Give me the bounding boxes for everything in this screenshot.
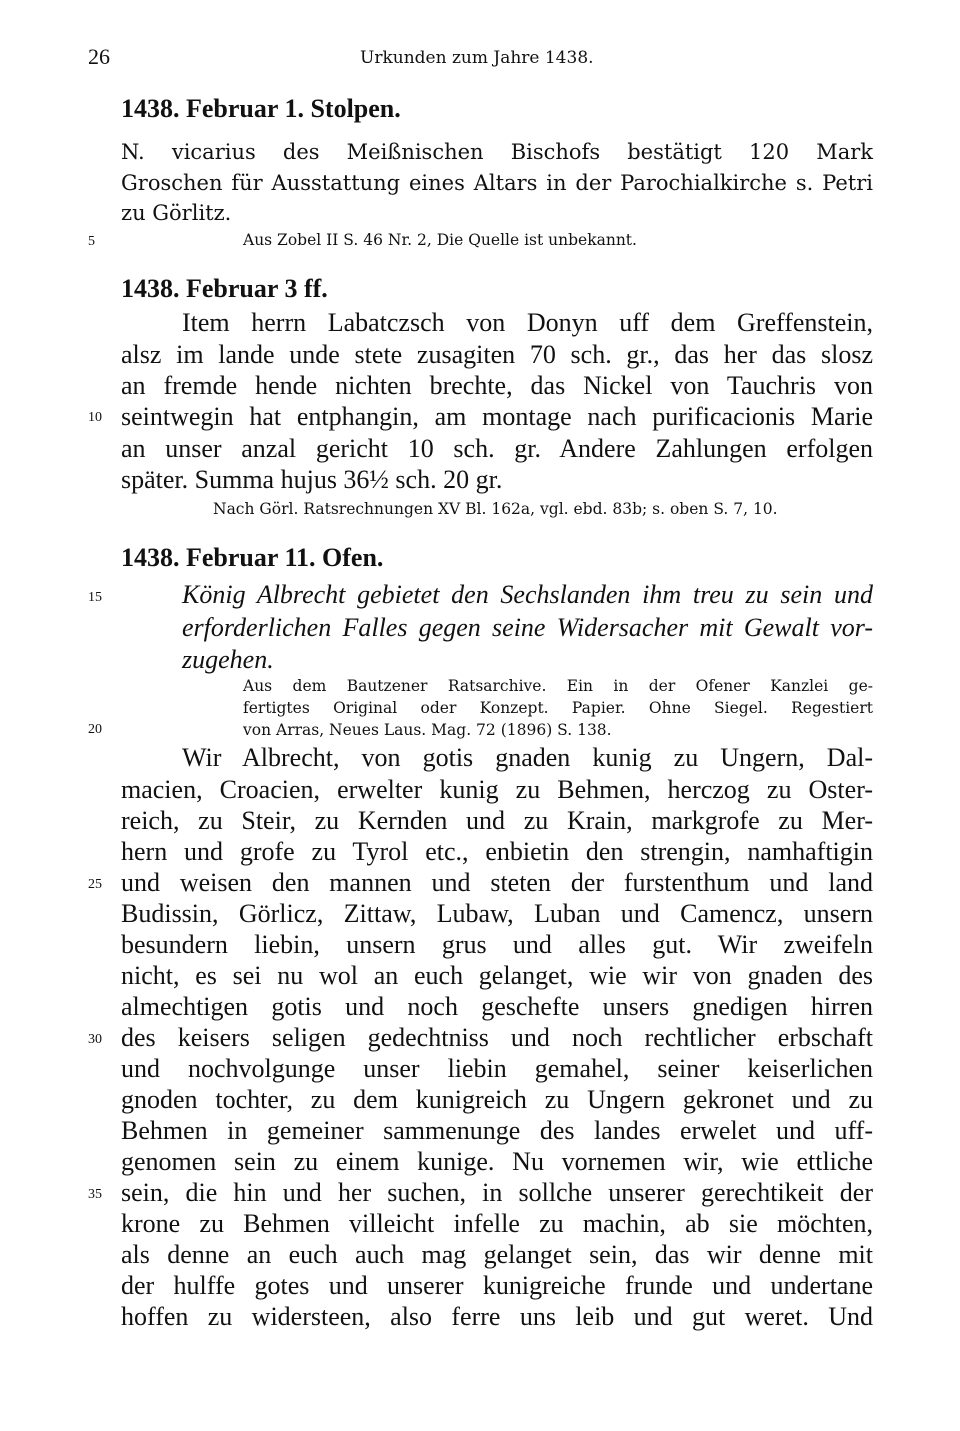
line-number: 5 bbox=[88, 234, 95, 249]
text-line: hern und grofe zu Tyrol etc., enbietin den strengin, namhaftigin bbox=[121, 837, 873, 866]
text-line: an unser anzal gericht 10 sch. gr. Andere Zahlungen erfolgen bbox=[121, 434, 873, 463]
text-line: an fremde hende nichten brechte, das Nickel von Tauchris von bbox=[121, 371, 873, 400]
text-line: Item herrn Labatczsch von Donyn uff dem Greffenstein, bbox=[182, 308, 873, 337]
line-number: 35 bbox=[88, 1187, 102, 1202]
regest-line: erforderlichen Falles gegen seine Widersacher mit Gewalt vor- bbox=[182, 613, 873, 642]
text-line: krone zu Behmen villeicht infelle zu machin, ab sie möchten, bbox=[121, 1209, 873, 1238]
text-line: der hulffe gotes und unserer kunigreiche frunde und undertane bbox=[121, 1271, 873, 1300]
text-line: und weisen den mannen und steten der furstenthum und land bbox=[121, 868, 873, 897]
regest-line: König Albrecht gebietet den Sechslanden ihm treu zu sein und bbox=[182, 580, 873, 609]
text-line: Budissin, Görlicz, Zittaw, Lubaw, Luban und Camencz, unsern bbox=[121, 899, 873, 928]
text-line: nicht, es sei nu wol an euch gelanget, wie wir von gnaden des bbox=[121, 961, 873, 990]
entry-heading: 1438. Februar 3 ff. bbox=[121, 274, 328, 303]
line-number: 15 bbox=[88, 590, 102, 605]
text-line: alsz im lande unde stete zusagiten 70 sch. gr., das her das slosz bbox=[121, 340, 873, 369]
text-line: Behmen in gemeiner sammenunge des landes erwelet und uff- bbox=[121, 1116, 873, 1145]
entry-heading: 1438. Februar 1. Stolpen. bbox=[121, 94, 401, 123]
running-head: Urkunden zum Jahre 1438. bbox=[360, 48, 594, 68]
source-note: Aus dem Bautzener Ratsarchive. Ein in der Ofener Kanzlei ge- bbox=[243, 677, 873, 695]
line-number: 30 bbox=[88, 1032, 102, 1047]
source-note: fertigtes Original oder Konzept. Papier. Ohne Siegel. Regestiert bbox=[243, 699, 873, 717]
text-line: Wir Albrecht, von gotis gnaden kunig zu Ungern, Dal- bbox=[182, 743, 873, 772]
regest-line: zu Görlitz. bbox=[121, 201, 232, 225]
text-line: sein, die hin und her suchen, in sollche unserer gerechtikeit der bbox=[121, 1178, 873, 1207]
text-line: besundern liebin, unsern grus und alles gut. Wir zweifeln bbox=[121, 930, 873, 959]
source-note: Aus Zobel II S. 46 Nr. 2, Die Quelle ist unbekannt. bbox=[243, 231, 637, 249]
text-line: seintwegin hat entphangin, am montage nach purificacionis Marie bbox=[121, 402, 873, 431]
text-line: almechtigen gotis und noch geschefte unsers gnedigen hirren bbox=[121, 992, 873, 1021]
text-line: des keisers seligen gedechtniss und noch rechtlicher erbschaft bbox=[121, 1023, 873, 1052]
page-number: 26 bbox=[88, 44, 110, 69]
text-line: hoffen zu widersteen, also ferre uns leib und gut weret. Und bbox=[121, 1302, 873, 1331]
regest-line: zugehen. bbox=[182, 645, 274, 674]
regest-line: Groschen für Ausstattung eines Altars in der Parochialkirche s. Petri bbox=[121, 171, 873, 195]
text-line: gnoden tochter, zu dem kunigreich zu Ungern gekronet und zu bbox=[121, 1085, 873, 1114]
line-number: 25 bbox=[88, 877, 102, 892]
line-number: 20 bbox=[88, 722, 102, 737]
text-line: und nochvolgunge unser liebin gemahel, seiner keiserlichen bbox=[121, 1054, 873, 1083]
text-line: später. Summa hujus 36½ sch. 20 gr. bbox=[121, 465, 503, 494]
regest-line: N. vicarius des Meißnischen Bischofs bestätigt 120 Mark bbox=[121, 140, 873, 164]
entry-heading: 1438. Februar 11. Ofen. bbox=[121, 543, 384, 572]
text-line: als denne an euch auch mag gelanget sein, das wir denne mit bbox=[121, 1240, 873, 1269]
source-note: Nach Görl. Ratsrechnungen XV Bl. 162a, vgl. ebd. 83b; s. oben S. 7, 10. bbox=[213, 500, 778, 518]
line-number: 10 bbox=[88, 410, 102, 425]
text-line: macien, Croacien, erwelter kunig zu Behmen, herczog zu Oster- bbox=[121, 775, 873, 804]
text-line: reich, zu Steir, zu Kernden und zu Krain, markgrofe zu Mer- bbox=[121, 806, 873, 835]
text-line: genomen sein zu einem kunige. Nu vornemen wir, wie ettliche bbox=[121, 1147, 873, 1176]
source-note: von Arras, Neues Laus. Mag. 72 (1896) S. 138. bbox=[243, 721, 612, 739]
